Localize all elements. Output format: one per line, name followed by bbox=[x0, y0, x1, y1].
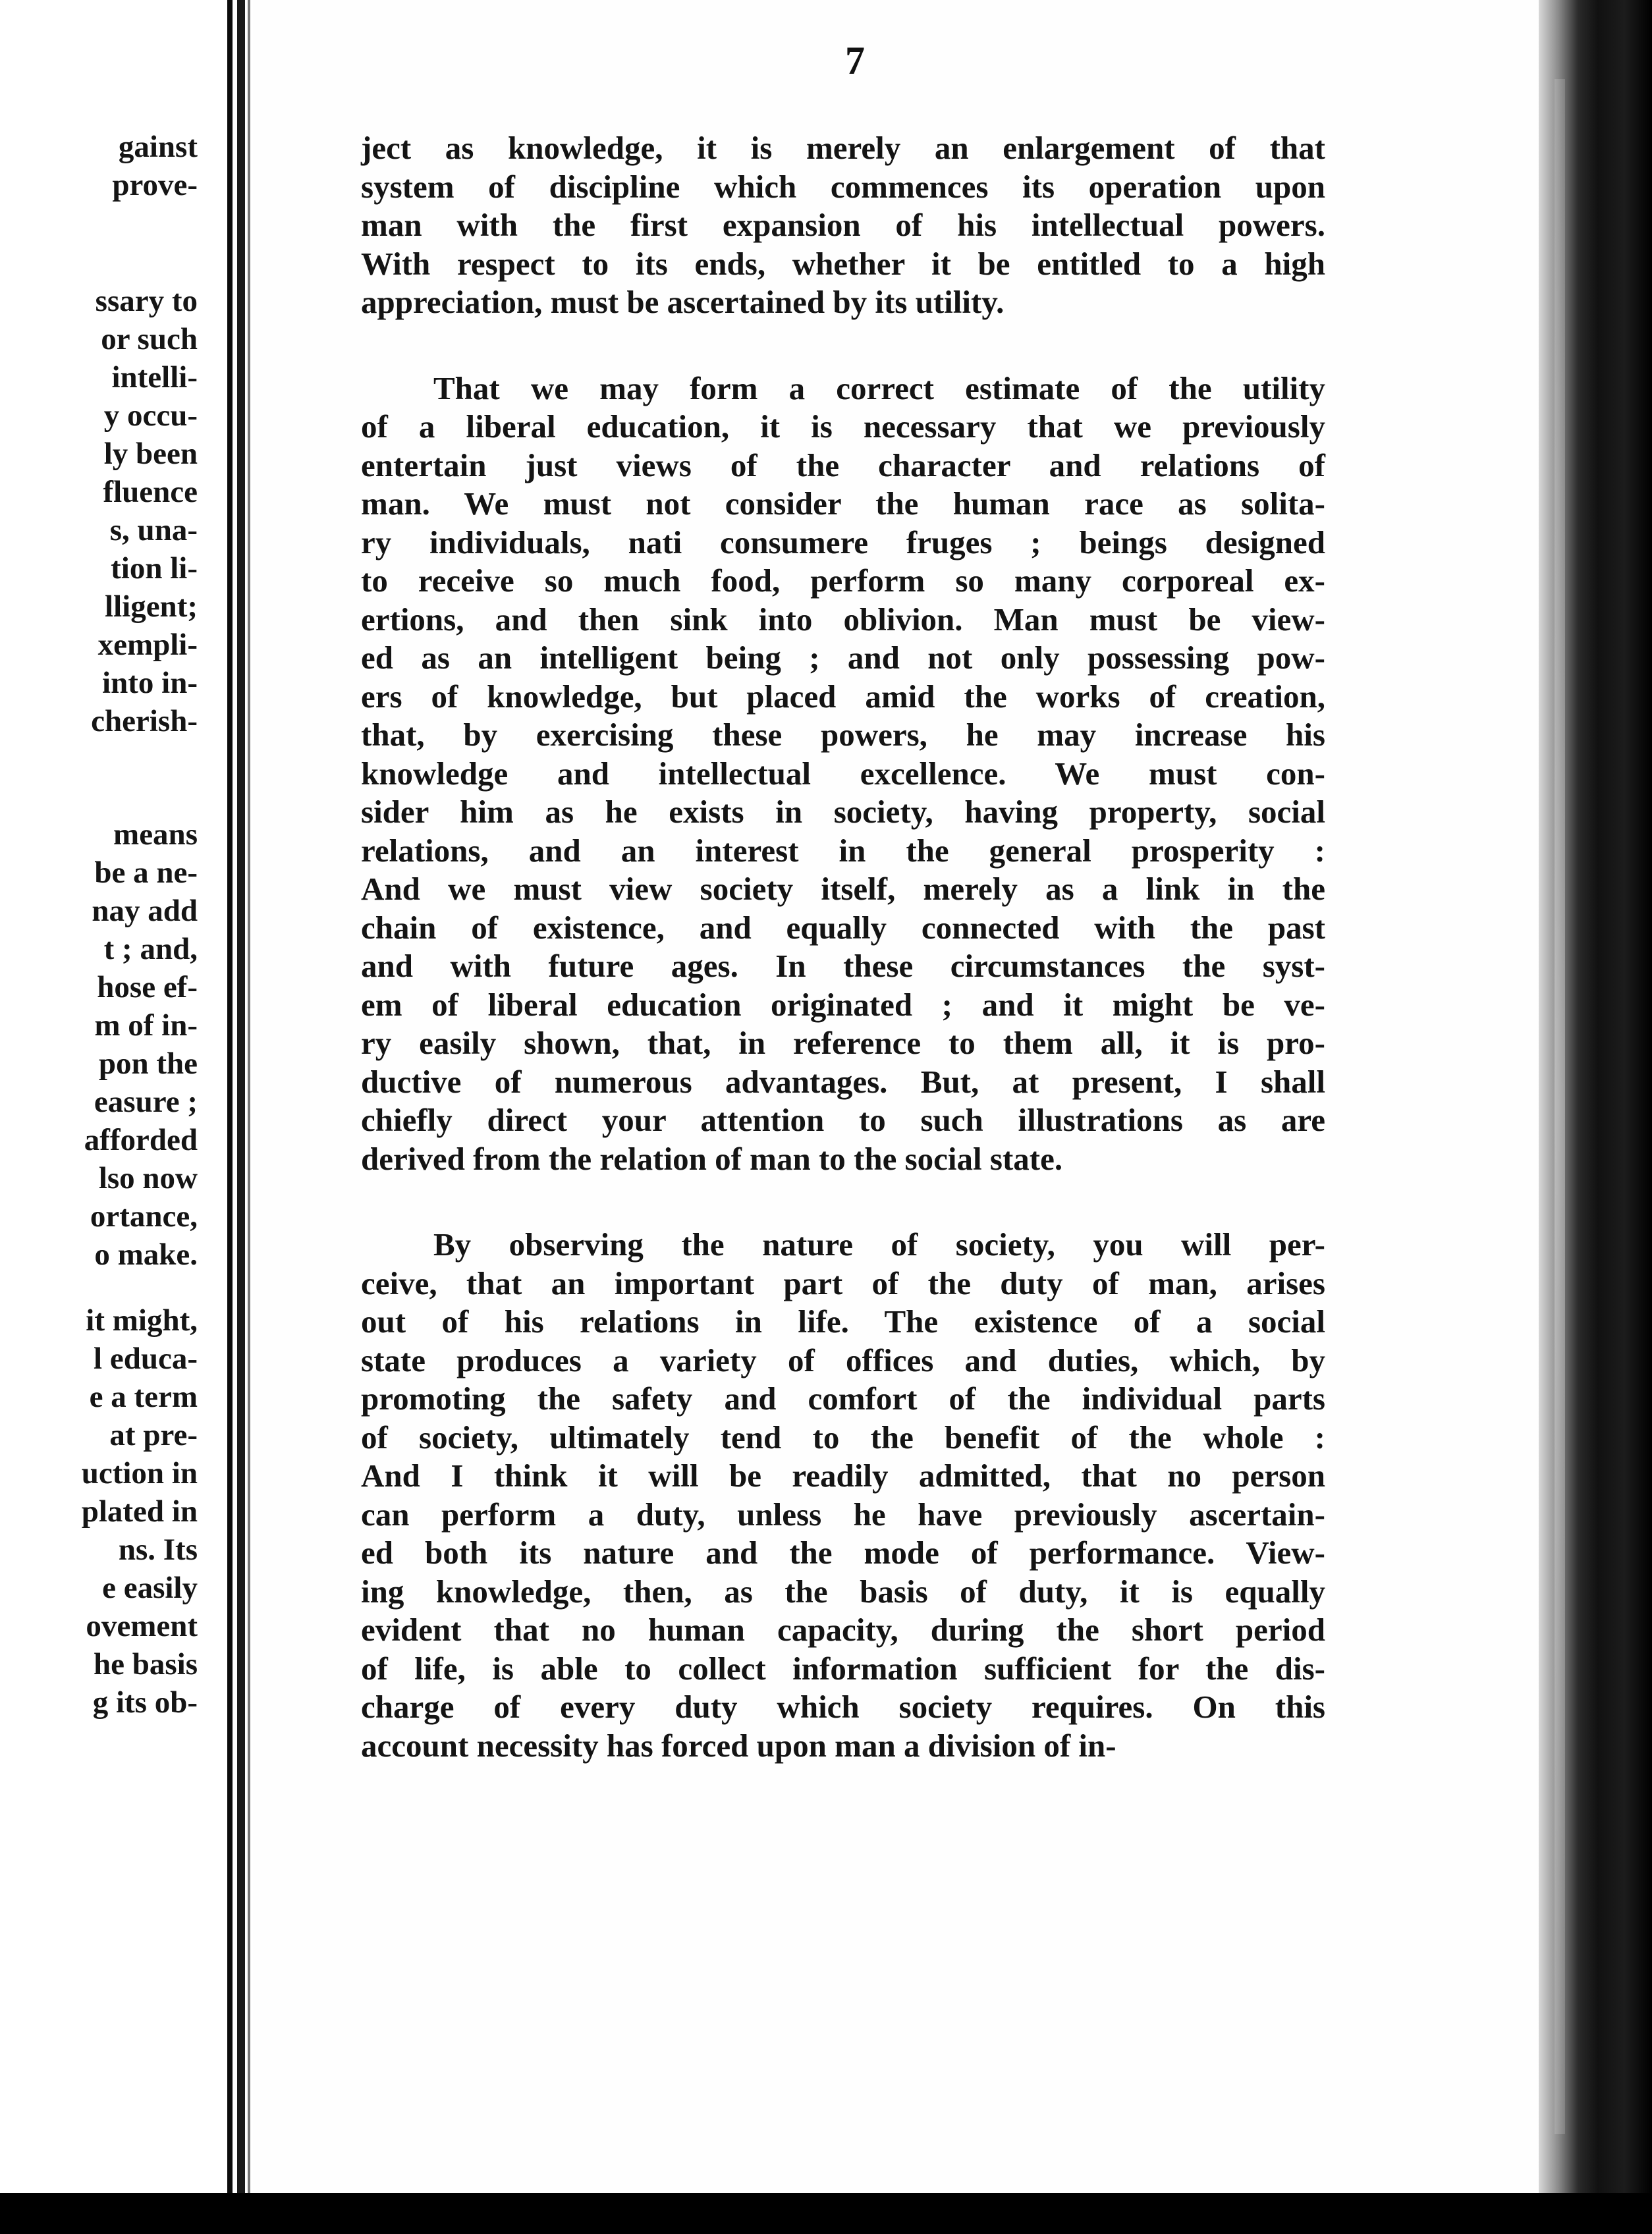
text-line: to receive so much food, perform so many corporeal ex- bbox=[361, 562, 1325, 599]
left-page-line: into in- bbox=[102, 666, 198, 700]
text-line: account necessity has forced upon man a division of in- bbox=[361, 1727, 1116, 1764]
text-line: And we must view society itself, merely as a link in the bbox=[361, 871, 1325, 907]
text-line: chain of existence, and equally connected with the past bbox=[361, 909, 1325, 946]
left-page-line: lligent; bbox=[105, 589, 198, 624]
text-line: ed as an intelligent being ; and not only possessing pow- bbox=[361, 640, 1325, 676]
gutter-shadow bbox=[248, 0, 250, 2234]
left-page-line: lso now bbox=[98, 1161, 198, 1195]
text-line: of society, ultimately tend to the benefit of the whole : bbox=[361, 1419, 1325, 1456]
left-page-line: prove- bbox=[112, 168, 198, 202]
left-facing-page-fragment bbox=[0, 0, 232, 2234]
text-line: derived from the relation of man to the social state. bbox=[361, 1140, 1063, 1177]
text-line: system of discipline which commences its operation upon bbox=[361, 168, 1325, 205]
left-page-line: t ; and, bbox=[103, 932, 198, 966]
text-line: That we may form a correct estimate of the utility bbox=[433, 369, 1325, 406]
text-line: ductive of numerous advantages. But, at present, I shall bbox=[361, 1063, 1325, 1100]
gutter-shadow bbox=[237, 0, 245, 2234]
left-page-line: e easily bbox=[102, 1571, 198, 1605]
left-page-line: tion li- bbox=[111, 551, 198, 586]
left-page-line: y occu- bbox=[103, 398, 198, 433]
left-page-line: uction in bbox=[81, 1456, 198, 1490]
gutter-shadow bbox=[227, 0, 233, 2234]
left-page-line: afforded bbox=[84, 1123, 198, 1157]
paragraph bbox=[361, 1226, 1325, 1765]
left-page-line: g its ob- bbox=[92, 1685, 198, 1720]
text-line: And I think it will be readily admitted, that no person bbox=[361, 1458, 1325, 1494]
text-line: knowledge and intellectual excellence. We must con- bbox=[361, 755, 1325, 792]
text-line: ing knowledge, then, as the basis of duty, it is equally bbox=[361, 1573, 1325, 1610]
text-line: By observing the nature of society, you will per- bbox=[433, 1226, 1325, 1263]
left-page-line: xempli- bbox=[97, 628, 198, 662]
scan-border bbox=[0, 2193, 1652, 2234]
text-line: state produces a variety of offices and duties, which, by bbox=[361, 1342, 1325, 1378]
text-line: man with the first expansion of his intellectual powers. bbox=[361, 207, 1325, 243]
left-page-line: pon the bbox=[98, 1047, 198, 1081]
text-line: promoting the safety and comfort of the individual parts bbox=[361, 1380, 1325, 1417]
left-page-line: o make. bbox=[94, 1238, 198, 1272]
body-text bbox=[361, 129, 1325, 1765]
left-page-line: ovement bbox=[86, 1609, 198, 1643]
paragraph bbox=[361, 129, 1325, 322]
text-line: ry individuals, nati consumere fruges ; beings designed bbox=[361, 524, 1325, 560]
left-page-line: gainst bbox=[118, 130, 198, 164]
left-page-line: nay add bbox=[92, 894, 198, 928]
paragraph-gap bbox=[361, 1178, 1325, 1226]
left-page-line: it might, bbox=[86, 1303, 198, 1338]
text-line: ry easily shown, that, in reference to them all, it is pro- bbox=[361, 1025, 1325, 1061]
text-line: em of liberal education originated ; and it might be ve- bbox=[361, 986, 1325, 1023]
text-line: out of his relations in life. The existence of a social bbox=[361, 1303, 1325, 1340]
text-line: relations, and an interest in the general prosperity : bbox=[361, 832, 1325, 869]
left-page-line: m of in- bbox=[94, 1008, 198, 1043]
text-line: of life, is able to collect information sufficient for the dis- bbox=[361, 1650, 1325, 1687]
text-line: that, by exercising these powers, he may increase his bbox=[361, 717, 1325, 753]
text-line: and with future ages. In these circumstances the syst- bbox=[361, 948, 1325, 984]
text-line: ed both its nature and the mode of performance. View- bbox=[361, 1535, 1325, 1571]
left-page-line: e a term bbox=[89, 1380, 198, 1414]
page-number: 7 bbox=[845, 39, 865, 82]
left-page-line: plated in bbox=[81, 1494, 198, 1529]
text-line: ers of knowledge, but placed amid the works of creation, bbox=[361, 678, 1325, 715]
text-line: ertions, and then sink into oblivion. Man must be view- bbox=[361, 601, 1325, 638]
text-line: sider him as he exists in society, having property, social bbox=[361, 794, 1325, 830]
left-page-line: or such bbox=[101, 322, 198, 356]
left-page-line: cherish- bbox=[91, 704, 198, 738]
left-page-line: easure ; bbox=[94, 1085, 198, 1119]
left-page-line: ssary to bbox=[95, 284, 198, 318]
text-line: man. We must not consider the human race as solita- bbox=[361, 485, 1325, 522]
left-page-line: s, una- bbox=[109, 513, 198, 547]
left-page-line: ortance, bbox=[90, 1199, 198, 1234]
left-page-line: means bbox=[113, 817, 198, 852]
left-page-line: ly been bbox=[103, 437, 198, 471]
text-line: charge of every duty which society requires. On this bbox=[361, 1689, 1325, 1725]
left-page-line: he basis bbox=[93, 1647, 198, 1681]
paragraph-gap bbox=[361, 322, 1325, 369]
text-line: evident that no human capacity, during the short period bbox=[361, 1612, 1325, 1648]
left-page-line: fluence bbox=[103, 475, 198, 509]
book-edge-highlight bbox=[1555, 79, 1565, 2134]
text-line: ject as knowledge, it is merely an enlargement of that bbox=[361, 130, 1325, 166]
text-line: appreciation, must be ascertained by its utility. bbox=[361, 284, 1005, 320]
left-page-line: be a ne- bbox=[94, 856, 198, 890]
text-line: entertain just views of the character and relations of bbox=[361, 447, 1325, 483]
left-page-line: l educa- bbox=[94, 1342, 198, 1376]
text-line: chiefly direct your attention to such illustrations as are bbox=[361, 1102, 1325, 1138]
text-line: ceive, that an important part of the duty of man, arises bbox=[361, 1265, 1325, 1301]
text-line: of a liberal education, it is necessary that we previously bbox=[361, 408, 1325, 445]
left-page-line: hose ef- bbox=[97, 970, 198, 1004]
left-page-line: at pre- bbox=[109, 1418, 198, 1452]
paragraph bbox=[361, 369, 1325, 1179]
left-page-line: intelli- bbox=[111, 360, 198, 395]
text-line: can perform a duty, unless he have previously ascertain- bbox=[361, 1496, 1325, 1533]
text-line: With respect to its ends, whether it be entitled to a high bbox=[361, 245, 1325, 282]
left-page-line: ns. Its bbox=[118, 1533, 198, 1567]
main-page bbox=[253, 0, 1539, 2234]
